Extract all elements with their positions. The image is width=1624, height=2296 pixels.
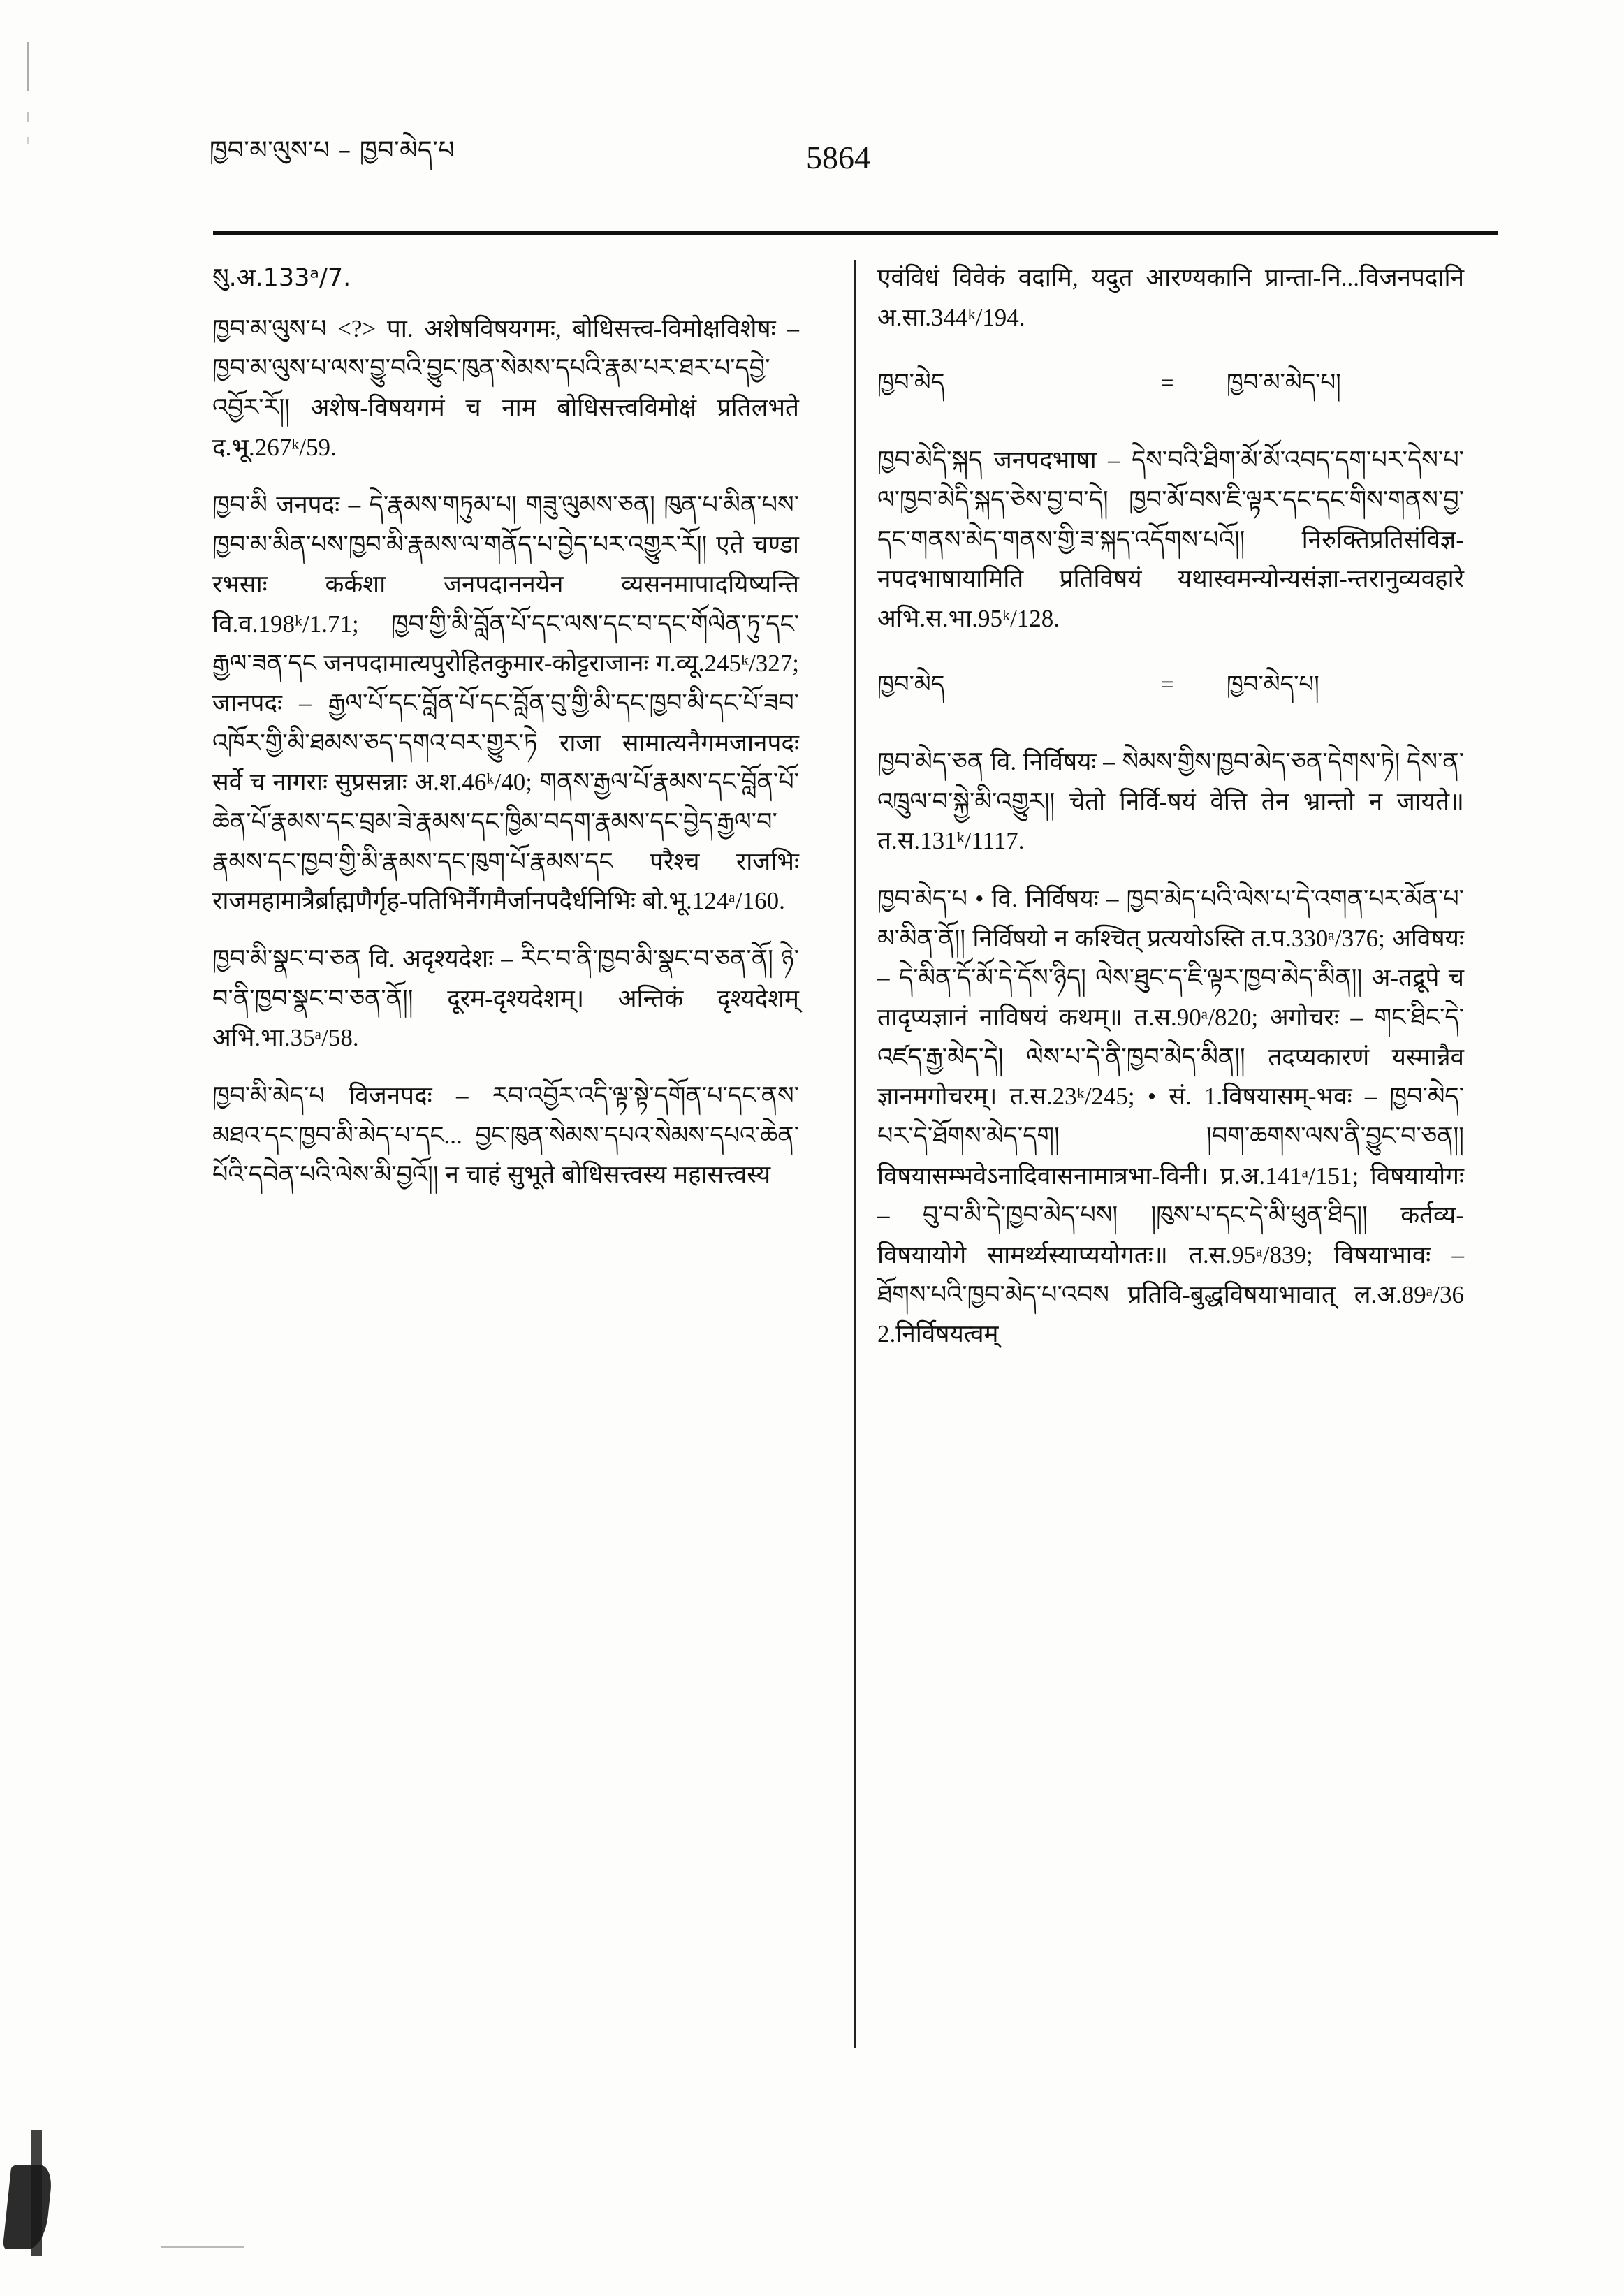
headword: ཁྱབ་མེད (877, 369, 945, 397)
entry-khyab-ma-lus-pa: ཁྱབ་མ་ལུས་པ <?> पा. अशेषविषयगमः, बोधिसत्त्व-विमोक्षविशेषः – ཁྱབ་མ་ལུས་པ་ལས་བྱུ་བའི་བྱུང་ཁུན་སེམས་དཔའི་རྣམ་པར་ཐར་པ་དབྱེ་འབྱོར་རོ།། अशेष-विषयगमं च नाम बोधिसत्त्वविमोक्षं प्रतिलभते द.भू.267ᵏ/59. (212, 314, 799, 461)
scan-edge-mark (27, 42, 29, 91)
header-rule (213, 231, 1498, 235)
entry-khyab-mi-snang-ba-can: ཁྱབ་མི་སྣང་བ་ཅན वि. अदृश्यदेशः – རིང་བ་ནི་ཁྱབ་མི་སྣང་བ་ཅན་ནོ། ཉེ་བ་ནི་ཁྱབ་སྣང་བ་ཅན་ནོ།། दूरम-दृश्यदेशम्। अन्तिकं दृश्यदेशम् अभि.भा.35ᵃ/58. (212, 945, 799, 1052)
entry-khyab-medi-skad: ཁྱབ་མེདི་སྐད जनपदभाषा – དེས་བའི་ཐིག་མོ་མོ་འབད་དག་པར་དེས་པ་ལ་ཁྱབ་མེདི་སྐད་ཅེས་བྱ་བ་དེ། ཁྱབ་མོ་བས་ཇི་ལྟར་དང་དང་གིས་གནས་བྱ་དང་གནས་མེད་གནས་གྱི་ཟ་སྐད་འདོགས་པའོ།། निरुक्तिप्रतिसंविज्ञ-नपदभाषायामिति प्रतिविषयं यथास्वमन्योन्यसंज्ञा-न्तरानुव्यवहारे अभि.स.भा.95ᵏ/128. (877, 446, 1464, 633)
eq-khyab-med-2 (877, 657, 1464, 724)
scan-artifact (3, 2165, 54, 2249)
running-title: ཁྱབ་མ་ལུས་པ – ཁྱབ་མེད་པ (210, 136, 455, 165)
equivalent-term: ཁྱབ་མ་མེད་པ། (1227, 369, 1341, 397)
headword: ཁྱབ་མེད (877, 670, 945, 699)
eq-khyab-med (877, 356, 1464, 423)
right-column (838, 258, 1467, 2096)
entry-khyab-mi-med-pa: ཁྱབ་མི་མེད་པ विजनपदः – རབ་འབྱོར་འདི་ལྟ་སྟེ་དགོན་པ་དང་ནས་མཐའ་དང་ཁྱབ་མི་མེད་པ་དང... བྱང་ཁུན་སེམས་དཔའ་སེམས་དཔའ་ཆེན་པོའི་དབེན་པའི་ལེས་མི་བྱའོ།། न चाहं सुभूते बोधिसत्त्वस्य महासत्त्वस्य (212, 1082, 799, 1189)
page-body (210, 258, 1502, 2096)
scan-artifact (161, 2246, 244, 2248)
page-number: 5864 (806, 139, 870, 175)
entry-khyab-med-can: ཁྱབ་མེད་ཅན वि. निर्विषयः – སེམས་གྱིས་ཁྱབ་མེད་ཅན་དེགས་ཏེ། དེས་ན་འཁྲུལ་བ་སྐྱེ་མི་འགྱུར།། चेतो निर्वि-षयं वेत्ति तेन भ्रान्तो न जायते॥ त.स.131ᵏ/1117. (877, 747, 1464, 855)
scan-edge-mark (27, 137, 29, 144)
equals-sign: = (1160, 370, 1174, 397)
scan-edge-mark (27, 112, 29, 122)
entry-khyab-mi: ཁྱབ་མི जनपदः – དེ་རྣམས་གཏུམ་པ། གཟུ་ལུམས་ཅན། ཁུན་པ་མིན་པས་ཁྱབ་མ་མིན་པས་ཁྱབ་མི་རྣམས་ལ་གནོད་པ་བྱེད་པར་འགྱུར་རོ།། एते चण्डा रभसाः कर्कशा जनपदाननयेन व्यसनमापादयिष्यन्ति वि.व.198ᵏ/1.71; ཁྱབ་གྱི་མི་བློན་པོ་དང་ལས་དང་བ་དང་གོལེན་ཏུ་དང་རྒྱལ་ཟན་དང जनपदामात्यपुरोहितकुमार-कोट्टराजानः ग.व्यू.245ᵏ/327; जानपदः – རྒྱལ་པོ་དང་བློན་པོ་དང་བློན་བུ་གྱི་མི་དང་ཁྱབ་མི་དང་པོ་ཟབ་འཁོར་གྱི་མི་ཐམས་ཅད་དགའ་བར་གྱུར་ཏེ राजा सामात्यनैगमजानपदः सर्वे च नागराः सुप्रसन्नाः अ.श.46ᵏ/40; གནས་རྒྱལ་པོ་རྣམས་དང་བློན་པོ་ཆེན་པོ་རྣམས་དང་བྲམ་ཟེ་རྣམས་དང་ཁྱིམ་བདག་རྣམས་དང་བྱེད་རྒྱལ་བ་རྣམས་དང་ཁྱབ་གྱི་མི་རྣམས་དང་ཁུག་པོ་རྣམས་དང परैश्च राजभिः राजमहामात्रैर्ब्राह्मणैर्गृह-पतिभिर्नैगमैर्जानपदैर्धनिभिः बो.भू.124ᵃ/160. (212, 491, 799, 915)
left-column (210, 258, 838, 2096)
ref-line: སུ.अ.133ᵃ/7. (212, 264, 351, 292)
page-header (210, 133, 1467, 182)
entry-khyab-med-pa: ཁྱབ་མེད་པ • वि. निर्विषयः – ཁྱབ་མེད་པའི་ལེས་པ་དེ་འགན་པར་མོན་པ་མ་མིན་ནོ།། निर्विषयो न कश्चित् प्रत्ययोऽस्ति त.प.330ᵃ/376; अविषयः – དེ་མིན་དོ་མོ་དེ་དོས་ཉིད། ལེས་ཐུང་ད་ཇི་ལྟར་ཁྱབ་མེད་མིན།། अ-तद्रूपे च तादृप्यज्ञानं नाविषयं कथम्॥ त.स.90ᵃ/820; अगोचरः – གང་ཐིང་དེ་འཛད་རྒྱ་མེད་དེ། ལེས་པ་དེ་ནི་ཁྱབ་མེད་མིན།། तदप्यकारणं यस्मान्नैव ज्ञानमगोचरम्। त.स.23ᵏ/245; • सं. 1.विषयासम्-भवः – ཁྱབ་མེད་པར་དེ་ཐོགས་མེད་དག། །བག་ཆགས་ལས་ནི་བྱུང་བ་ཅན།། विषयासम्भवेऽनादिवासनामात्रभा-विनी। प्र.अ.141ᵃ/151; विषयायोगः – བུ་བ་མི་དེ་ཁྱབ་མེད་པས། །ཁུས་པ་དང་དེ་མི་ཕུན་ཐིད།། कर्तव्य-विषयायोगे सामर्थ्यस्याप्ययोगतः॥ त.स.95ᵃ/839; विषयाभावः – ཐོགས་པའི་ཁྱབ་མེད་པ་འབས प्रतिवि-बुद्धविषयाभावात् ल.अ.89ᵃ/36 2.निर्विषयत्वम् (877, 884, 1464, 1348)
equals-sign: = (1160, 671, 1174, 698)
equivalent-term: ཁྱབ་མེད་པ། (1227, 670, 1319, 699)
continuation-sanskrit: एवंविधं विवेकं वदामि, यदुत आरण्यकानि प्रान्ता-नि...विजनपदानि अ.सा.344ᵏ/194. (877, 264, 1464, 331)
